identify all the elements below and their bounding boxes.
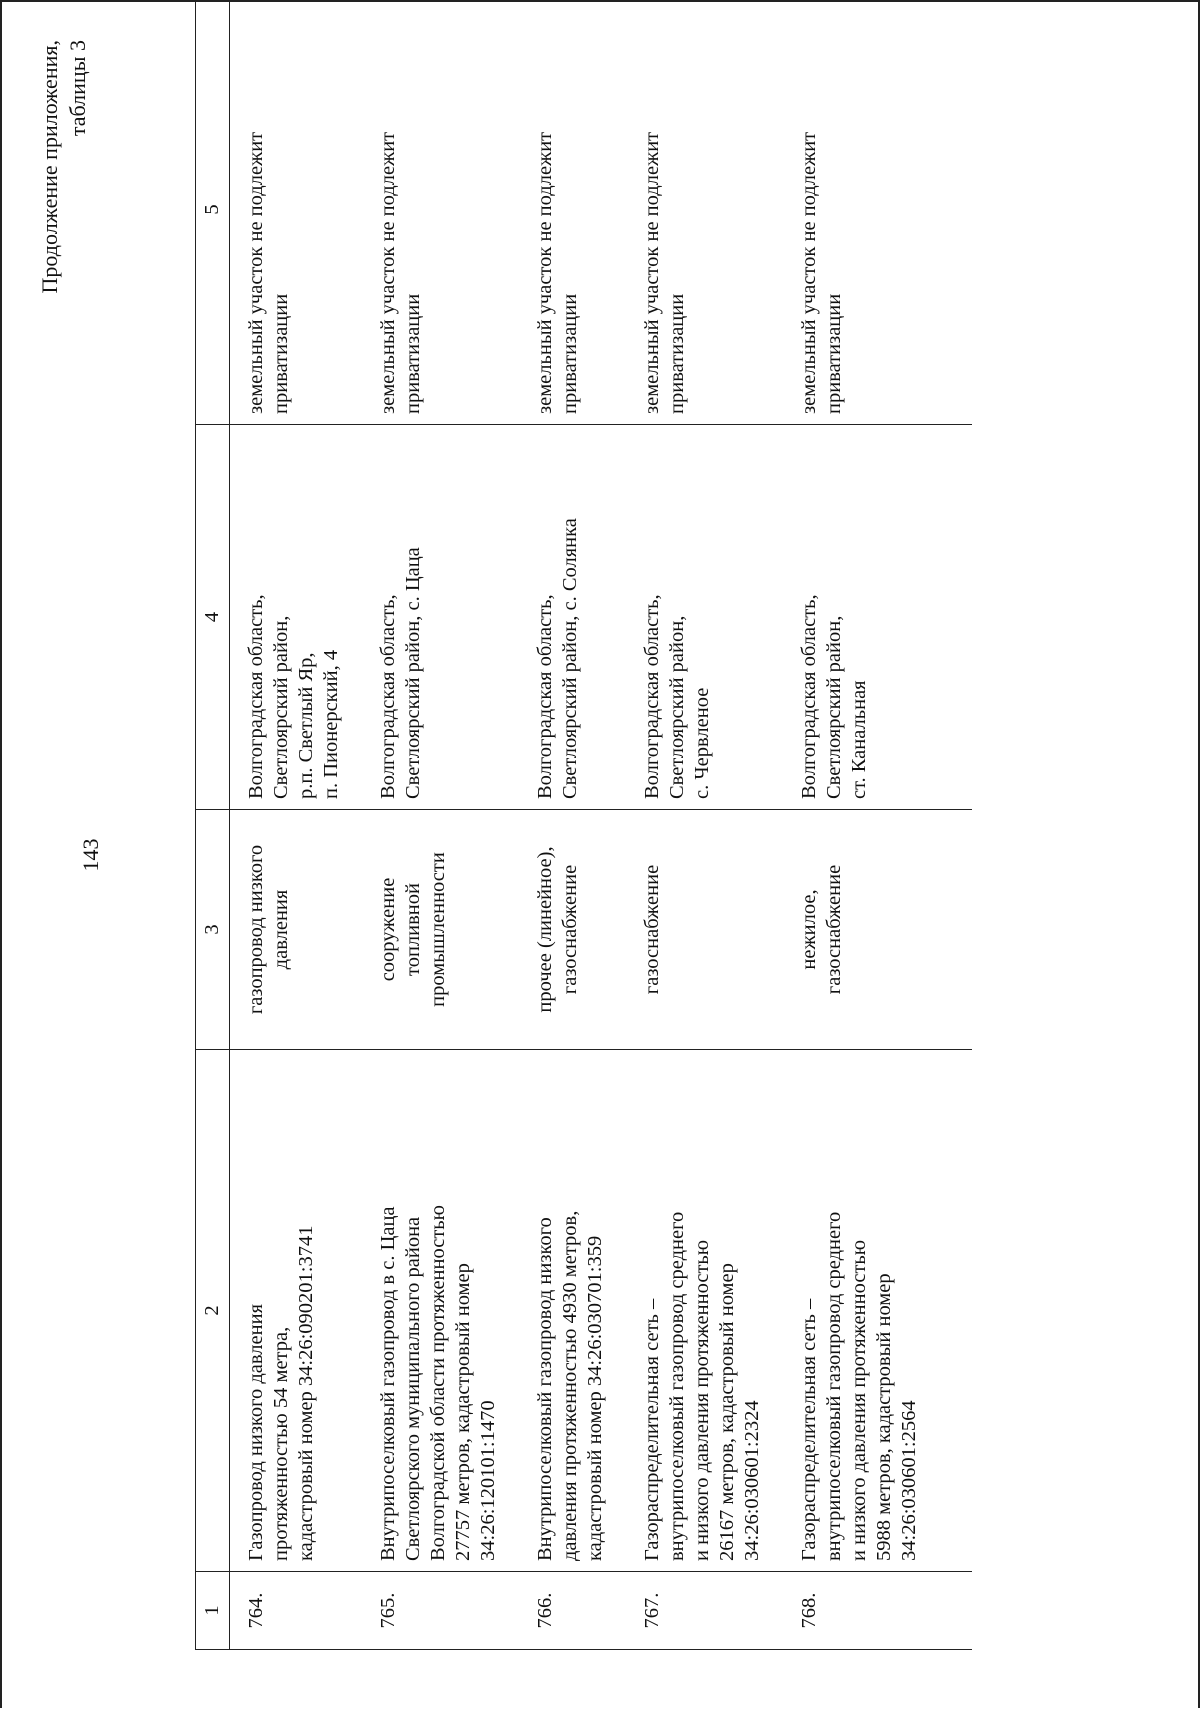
object-name: Внутрипоселковый газопровод в с. Цаца Светлоярского муниципального района Волгоградской области протяженностью 27757 метров, кадастровый номер 34:26:120101:1470 bbox=[362, 1050, 519, 1572]
object-address: Волгоградская область, Светлоярский район, с. Червленое bbox=[626, 425, 783, 810]
row-number: 765. bbox=[362, 1572, 519, 1650]
table-row bbox=[230, 0, 363, 1650]
table-row bbox=[626, 0, 783, 1650]
table-header-row bbox=[196, 0, 230, 1650]
table-row bbox=[783, 0, 972, 1650]
property-table bbox=[195, 0, 972, 1650]
object-name: Внутрипоселковый газопровод низкого давления протяженностью 4930 метров, кадастровый номер 34:26:030701:359 bbox=[519, 1050, 626, 1572]
object-note: земельный участок не подлежит приватизации bbox=[626, 0, 783, 425]
object-note: земельный участок не подлежит приватизации bbox=[230, 0, 363, 425]
object-note: земельный участок не подлежит приватизации bbox=[783, 0, 972, 425]
row-number: 766. bbox=[519, 1572, 626, 1650]
object-address: Волгоградская область, Светлоярский район, р.п. Светлый Яр, п. Пионерский, 4 bbox=[230, 425, 363, 810]
object-note: земельный участок не подлежит приватизации bbox=[362, 0, 519, 425]
object-type: газопровод низкого давления bbox=[230, 810, 363, 1050]
row-number: 767. bbox=[626, 1572, 783, 1650]
object-type: газоснабжение bbox=[626, 810, 783, 1050]
object-name: Газопровод низкого давления протяженностью 54 метра, кадастровый номер 34:26:090201:3741 bbox=[230, 1050, 363, 1572]
header-col-1: 1 bbox=[196, 1572, 230, 1650]
header-col-4: 4 bbox=[196, 425, 230, 810]
object-address: Волгоградская область, Светлоярский район, с. Цаца bbox=[362, 425, 519, 810]
table-row bbox=[519, 0, 626, 1650]
continuation-note: Продолжение приложения, таблицы 3 bbox=[37, 40, 90, 294]
object-name: Газораспределительная сеть – внутрипоселковый газопровод среднего и низкого давления протяженностью 26167 метров, кадастровый номер 34:26:030601:2324 bbox=[626, 1050, 783, 1572]
page-number: 143 bbox=[78, 838, 103, 872]
object-type: сооружение топливной промышленности bbox=[362, 810, 519, 1050]
object-address: Волгоградская область, Светлоярский район, ст. Канальная bbox=[783, 425, 972, 810]
object-type: нежилое, газоснабжение bbox=[783, 810, 972, 1050]
object-name: Газораспределительная сеть – внутрипоселковый газопровод среднего и низкого давления протяженностью 5988 метров, кадастровый номер 34:26:030601:2564 bbox=[783, 1050, 972, 1572]
table-row bbox=[362, 0, 519, 1650]
row-number: 768. bbox=[783, 1572, 972, 1650]
object-address: Волгоградская область, Светлоярский район, с. Солянка bbox=[519, 425, 626, 810]
row-number: 764. bbox=[230, 1572, 363, 1650]
header-col-5: 5 bbox=[196, 0, 230, 425]
object-type: прочее (линейное), газоснабжение bbox=[519, 810, 626, 1050]
header-col-2: 2 bbox=[196, 1050, 230, 1572]
header-col-3: 3 bbox=[196, 810, 230, 1050]
object-note: земельный участок не подлежит приватизации bbox=[519, 0, 626, 425]
